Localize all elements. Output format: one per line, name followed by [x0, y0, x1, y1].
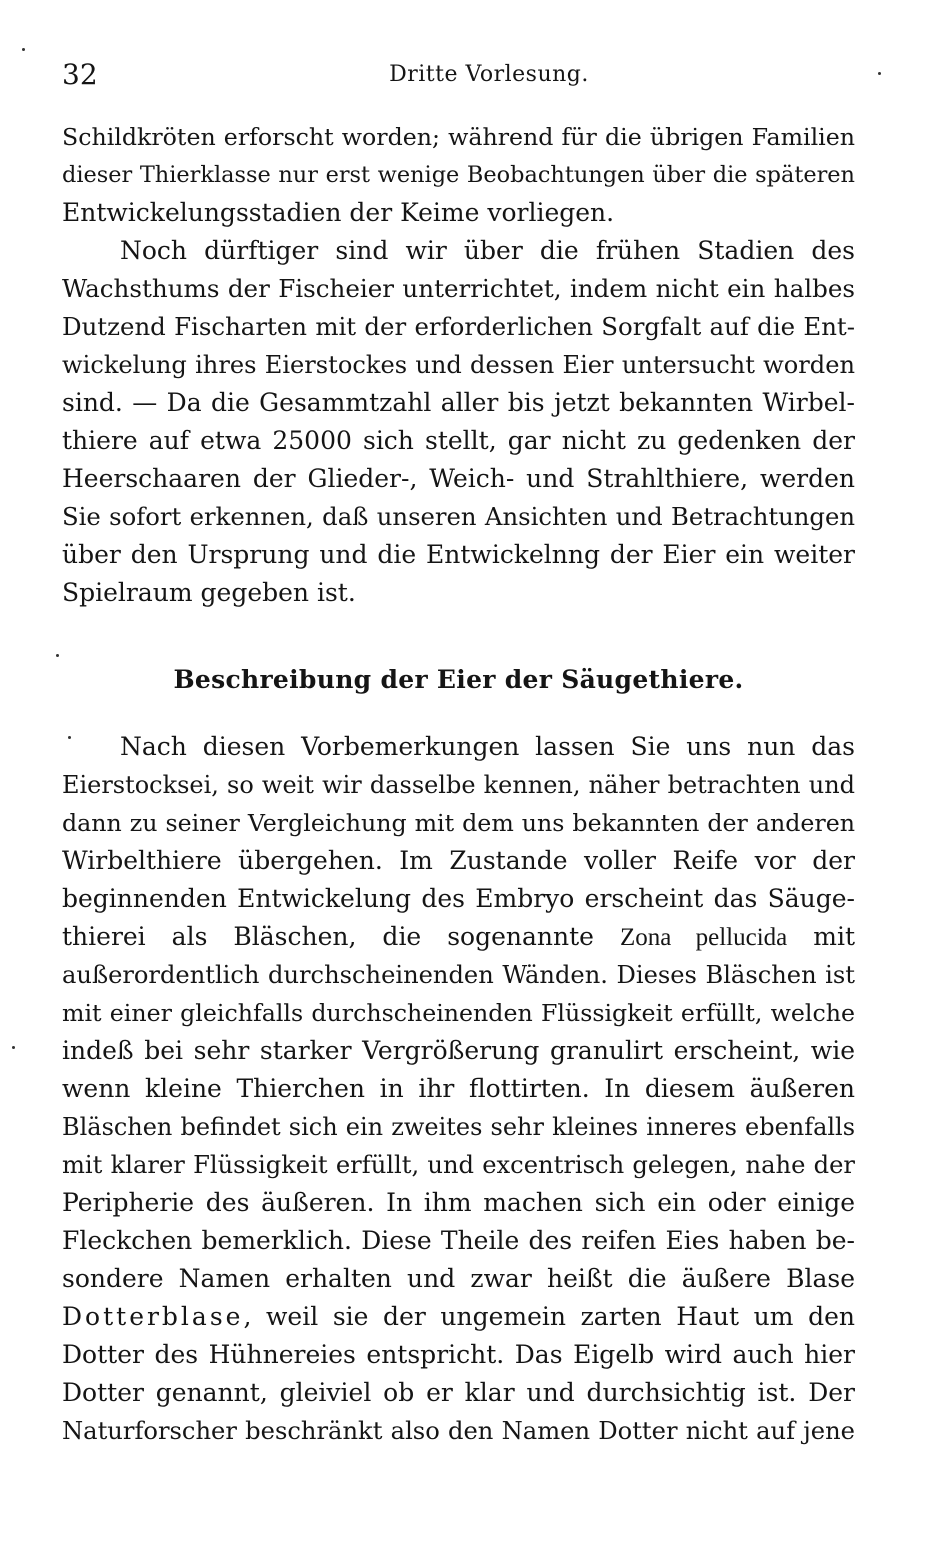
text-line: Fleckchen bemerklich. Diese Theile des reifen Eies haben be- [62, 1226, 855, 1255]
text-line: Dotter genannt, gleiviel ob er klar und durchsichtig ist. Der [62, 1378, 855, 1407]
text-line: über den Ursprung und die Entwickelnng der Eier ein weiter [62, 540, 855, 569]
text-line: mit einer gleichfalls durchscheinenden Flüssigkeit erfüllt, welche [62, 999, 855, 1027]
section-heading: Beschreibung der Eier der Säugethiere. [173, 665, 744, 694]
text-line: Entwickelungsstadien der Keime vorliegen. [62, 198, 615, 227]
text-line: Spielraum gegeben ist. [62, 578, 356, 607]
text-line: beginnenden Entwickelung des Embryo erscheint das Säuge- [62, 884, 855, 913]
text-line: mit klarer Flüssigkeit erfüllt, und excentrisch gelegen, nahe der [62, 1151, 855, 1179]
page-number: 32 [62, 58, 98, 91]
text-run: mit [787, 922, 855, 951]
text-line: wenn kleine Thierchen in ihr flottirten. In diesem äußeren [62, 1074, 855, 1103]
spaced-term: Dotterblase [62, 1302, 244, 1331]
text-line: Naturforscher beschränkt also den Namen Dotter nicht auf jene [62, 1417, 855, 1445]
text-line: sind. — Da die Gesammtzahl aller bis jetzt bekannten Wirbel- [62, 388, 855, 417]
text-line: sondere Namen erhalten und zwar heißt die äußere Blase [62, 1264, 855, 1293]
text-line: Eierstocksei, so weit wir dasselbe kennen, näher betrachten und [62, 771, 855, 799]
text-line [62, 918, 855, 956]
text-line: thiere auf etwa 25000 sich stellt, gar nicht zu gedenken der [62, 426, 855, 455]
latin-term: Zona pellucida [619, 924, 788, 951]
paragraph-3 [62, 728, 855, 1450]
running-head [62, 58, 856, 92]
text-line: Dutzend Fischarten mit der erforderlichen Sorgfalt auf die Ent- [62, 312, 855, 341]
text-line [62, 1298, 855, 1336]
text-line: Noch dürftiger sind wir über die frühen Stadien des [120, 236, 855, 265]
text-line: Nach diesen Vorbemerkungen lassen Sie uns nun das [120, 732, 855, 761]
scan-speck [56, 654, 59, 657]
text-line: Sie sofort erkennen, daß unseren Ansichten und Betrachtungen [62, 502, 855, 531]
text-run: , weil sie der ungemein zarten Haut um den [243, 1302, 855, 1331]
scan-speck [22, 48, 25, 51]
text-line: wickelung ihres Eierstockes und dessen Eier untersucht worden [62, 351, 855, 379]
text-line: dann zu seiner Vergleichung mit dem uns bekannten der anderen [62, 809, 855, 837]
text-line: indeß bei sehr starker Vergrößerung granulirt erscheint, wie [62, 1036, 855, 1065]
scan-speck [878, 72, 881, 75]
text-line: Peripherie des äußeren. In ihm machen sich ein oder einige [62, 1188, 855, 1217]
paragraph-2 [62, 232, 855, 612]
running-title: Dritte Vorlesung. [389, 62, 589, 87]
text-line: Wachsthums der Fischeier unterrichtet, indem nicht ein halbes [62, 274, 855, 303]
text-line: Heerschaaren der Glieder-, Weich- und Strahlthiere, werden [62, 464, 855, 493]
text-line: Dotter des Hühnereies entspricht. Das Eigelb wird auch hier [62, 1340, 855, 1369]
text-run: thierei als Bläschen, die sogenannte [62, 922, 620, 951]
paragraph-1 [62, 118, 855, 232]
text-line: Schildkröten erforscht worden; während für die übrigen Familien [62, 123, 855, 151]
text-line: dieser Thierklasse nur erst wenige Beobachtungen über die späteren [62, 162, 855, 188]
text-line: außerordentlich durchscheinenden Wänden. Dieses Bläschen ist [62, 961, 855, 989]
scan-speck [68, 736, 71, 739]
scan-speck [12, 1046, 15, 1049]
text-line: Wirbelthiere übergehen. Im Zustande voller Reife vor der [62, 846, 855, 875]
text-line: Bläschen befindet sich ein zweites sehr kleines inneres ebenfalls [62, 1113, 855, 1141]
